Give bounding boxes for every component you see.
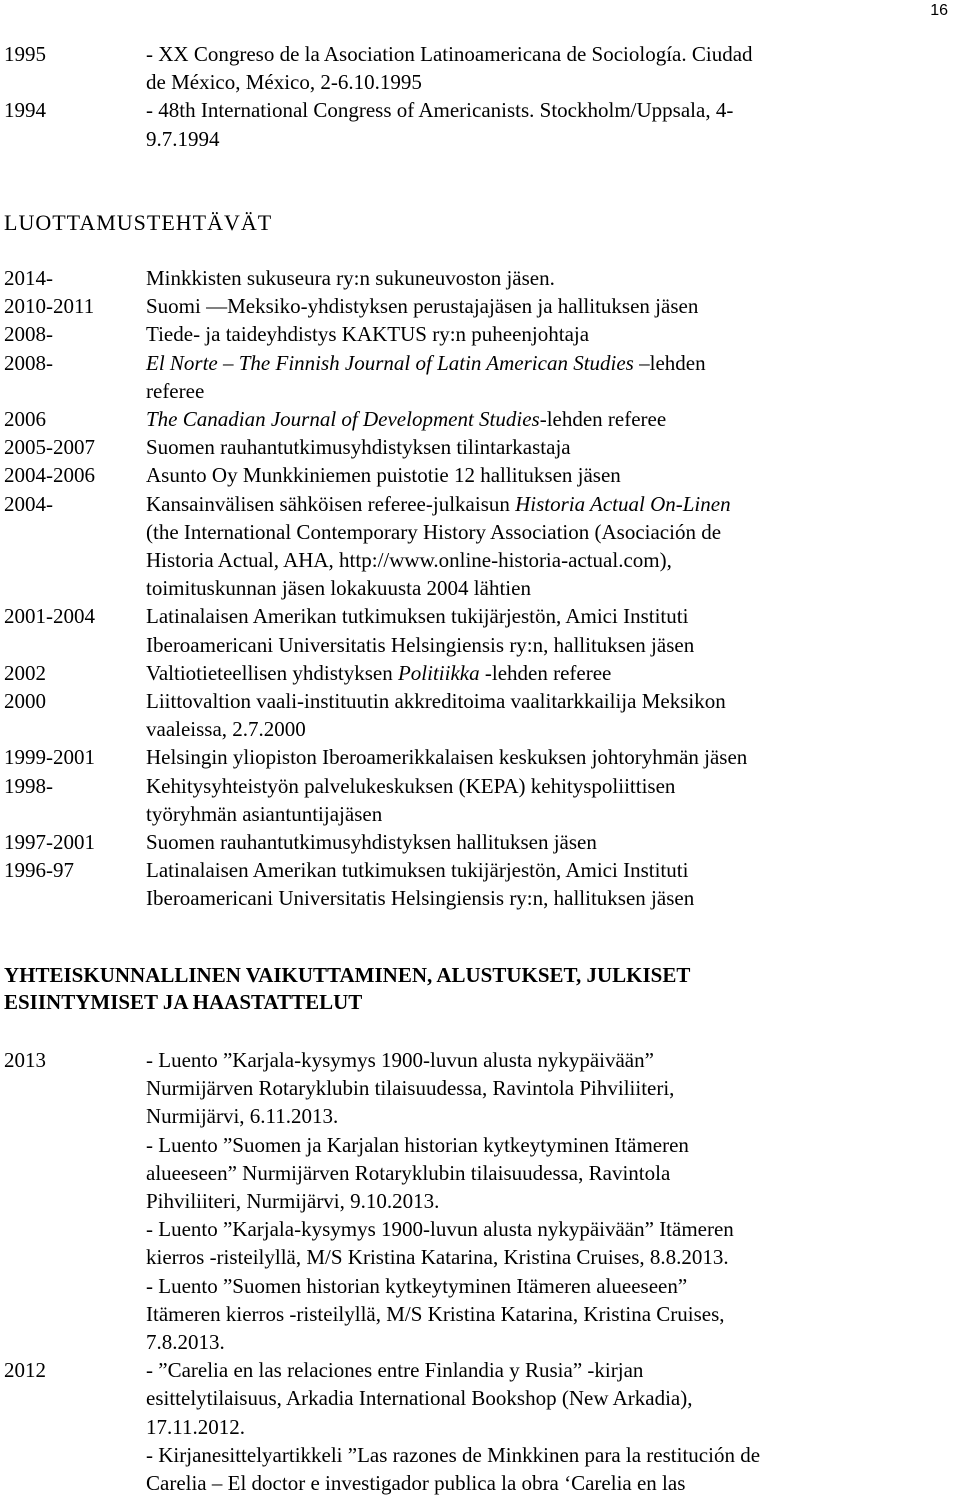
entry-text: Helsingin yliopiston Iberoamerikkalaisen keskuksen johtoryhmän jäsen (146, 745, 748, 770)
entry-year: 1999-2001 (4, 745, 95, 770)
entry-year: 2004- (4, 491, 53, 516)
entry-year: 2006 (4, 407, 46, 432)
congress-entries (4, 40, 944, 153)
entry-year: 2014- (4, 266, 53, 290)
entry-text: Suomen rauhantutkimusyhdistyksen hallituksen jäsen (146, 830, 597, 855)
entry-year: 2000 (4, 689, 46, 714)
entry-year: 2013 (4, 1048, 46, 1072)
list-item (4, 772, 944, 828)
entry-year: 1998- (4, 773, 53, 798)
list-item (4, 659, 944, 687)
talk-entries (4, 1046, 944, 1497)
list-item (4, 96, 944, 152)
trust-entries (4, 264, 944, 913)
entry-year: 2008- (4, 322, 53, 347)
list-item (4, 1356, 944, 1497)
entry-text: Asunto Oy Munkkiniemen puistotie 12 hallituksen jäsen (146, 463, 621, 488)
entry-text: Suomen rauhantutkimusyhdistyksen tilintarkastaja (146, 435, 571, 460)
section-title-luottamustehtavat: LUOTTAMUSTEHTÄVÄT (4, 210, 273, 235)
entry-text: El Norte – The Finnish Journal of Latin American Studies –lehden referee (146, 350, 706, 403)
entry-text: - ”Carelia en las relaciones entre Finlandia y Rusia” -kirjan esittelytilaisuus, Arkadia International Bookshop (New Arkadia), 17.11.2012. - Kirjanesittelyartikkeli ”Las razones de Minkkinen para la restitución de Carelia – El doctor e investigador publica la obra ‘Carelia en las (146, 1358, 761, 1496)
entry-text: Liittovaltion vaali-instituutin akkreditoima vaalitarkkailija Meksikon vaaleissa, 2.7.2000 (146, 689, 726, 742)
entry-text: Latinalaisen Amerikan tutkimuksen tukijärjestön, Amici Instituti Iberoamericani Universitatis Helsingiensis ry:n, hallituksen jäsen (146, 604, 695, 657)
list-item (4, 40, 944, 96)
page-number: 16 (930, 2, 948, 19)
entry-year: 1994 (4, 98, 46, 123)
list-item (4, 405, 944, 433)
list-item (4, 856, 944, 912)
entry-year: 2001-2004 (4, 604, 95, 629)
list-item (4, 743, 944, 771)
entry-year: 1997-2001 (4, 830, 95, 855)
list-item (4, 602, 944, 658)
entry-year: 2010-2011 (4, 294, 95, 319)
entry-text: - XX Congreso de la Asociation Latinoamericana de Sociología. Ciudad de México, México, 2-6.10.1995 (146, 42, 753, 95)
entry-text: Valtiotieteellisen yhdistyksen Politiikka -lehden referee (146, 660, 612, 685)
entry-text: Tiede- ja taideyhdistys KAKTUS ry:n puheenjohtaja (146, 322, 590, 347)
list-item (4, 1046, 944, 1356)
entry-year: 1996-97 (4, 858, 74, 883)
list-item (4, 687, 944, 743)
entry-year: 2008- (4, 350, 53, 375)
list-item (4, 828, 944, 856)
entry-text: Suomi —Meksiko-yhdistyksen perustajajäsen ja hallituksen jäsen (146, 294, 699, 319)
entry-year: 1995 (4, 42, 46, 66)
entry-text: Kansainvälisen sähköisen referee-julkaisun Historia Actual On-Linen (the International Contemporary History Association (Asociación de Historia Actual, AHA, http://www.online-historia-actual.com), toimituskunnan jäsen lokakuusta 2004 lähtien (146, 491, 731, 601)
entry-text: Latinalaisen Amerikan tutkimuksen tukijärjestön, Amici Instituti Iberoamericani Universitatis Helsingiensis ry:n, hallituksen jäsen (146, 858, 695, 911)
entry-text: Kehitysyhteistyön palvelukeskuksen (KEPA) kehityspoliittisen työryhmän asiantuntijajäsen (146, 773, 676, 826)
list-item (4, 292, 944, 320)
section-title-yhteiskunnallinen: YHTEISKUNNALLINEN VAIKUTTAMINEN, ALUSTUKSET, JULKISET ESIINTYMISET JA HAASTATTELUT (4, 963, 691, 1014)
entry-text: The Canadian Journal of Development Studies-lehden referee (146, 407, 667, 432)
list-item (4, 433, 944, 461)
journal-title: The Canadian Journal of Development Studies (146, 407, 540, 432)
list-item (4, 349, 944, 405)
entry-year: 2012 (4, 1358, 46, 1383)
entry-text: - 48th International Congress of Americanists. Stockholm/Uppsala, 4- 9.7.1994 (146, 98, 734, 151)
list-item (4, 461, 944, 489)
entry-text: - Luento ”Karjala-kysymys 1900-luvun alusta nykypäivään” Nurmijärven Rotaryklubin tilaisuudessa, Ravintola Pihviliiteri, Nurmijärvi, 6.11.2013. - Luento ”Suomen ja Karjalan historian kytkeytyminen Itämeren alueeseen” Nurmijärven Rotaryklubin tilaisuudessa, Ravintola Pihviliiteri, Nurmijärvi, 9.10.2013. - Luento ”Karjala-kysymys 1900-luvun alusta nykypäivään” Itämeren kierros -risteilyllä, M/S Kristina Katarina, Kristina Cruises, 8.8.2013. - Luento ”Suomen historian kytkeytyminen Itämeren alueeseen” Itämeren kierros -risteilyllä, M/S Kristina Katarina, Kristina Cruises, 7.8.2013. (146, 1048, 734, 1355)
entry-year: 2004-2006 (4, 463, 95, 488)
entry-year: 2005-2007 (4, 435, 95, 460)
entry-year: 2002 (4, 660, 46, 685)
list-item (4, 264, 944, 292)
entry-text: Minkkisten sukuseura ry:n sukuneuvoston jäsen. (146, 266, 555, 290)
list-item (4, 320, 944, 348)
journal-title: El Norte – The Finnish Journal of Latin American Studies (146, 350, 634, 375)
journal-title: Politiikka (397, 660, 480, 685)
list-item (4, 490, 944, 603)
journal-title: Historia Actual On-Linen (515, 491, 731, 516)
